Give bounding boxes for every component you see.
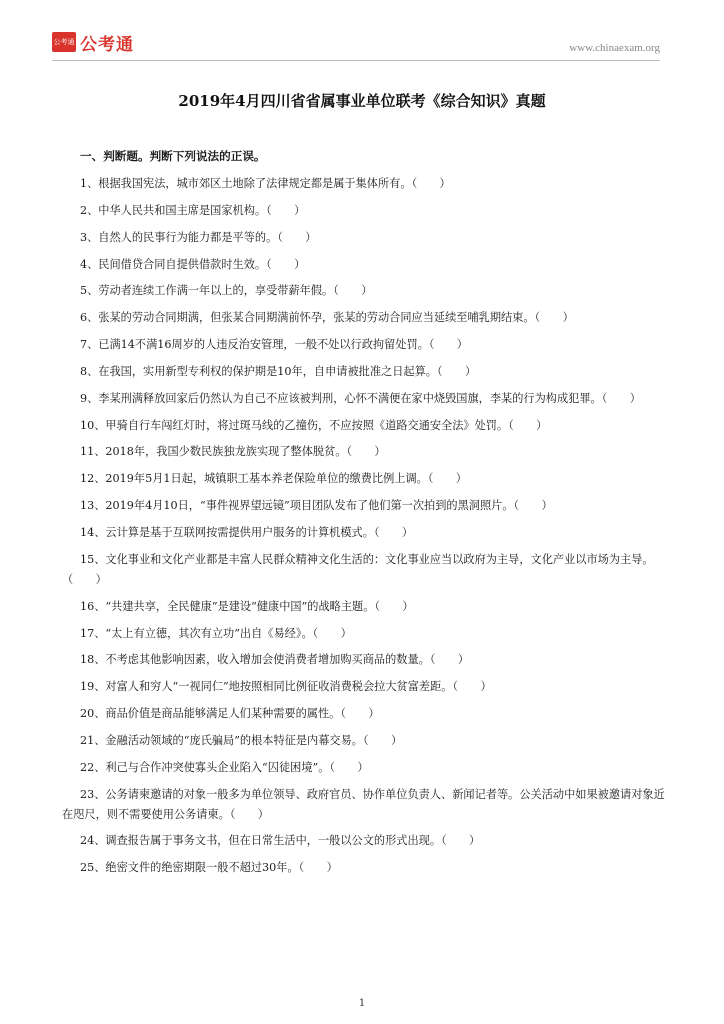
question-item: 1、根据我国宪法，城市郊区土地除了法律规定都是属于集体所有。（ ）: [80, 177, 451, 190]
page-number: 1: [358, 998, 366, 1009]
question-item: 2、中华人民共和国主席是国家机构。（ ）: [80, 203, 306, 217]
question-item: 23、公务请柬邀请的对象一般多为单位领导、政府官员、协作单位负责人、新闻记者等。公关活动中如果被邀请对象近在咫尺，则不需要使用公务请柬。（ ）: [62, 787, 665, 821]
question-item: 11、2018年，我国少数民族独龙族实现了整体脱贫。（ ）: [80, 445, 386, 459]
question-item: 24、调查报告属于事务文书，但在日常生活中，一般以公文的形式出现。（ ）: [80, 834, 481, 848]
question-item: 16、“共建共享，全民健康”是建设“健康中国”的战略主题。（ ）: [80, 599, 414, 613]
question-item: 20、商品价值是商品能够满足人们某种需要的属性。（ ）: [80, 707, 380, 721]
question-item: 14、云计算是基于互联网按需提供用户服务的计算机模式。（ ）: [80, 525, 414, 539]
question-item: 25、绝密文件的绝密期限一般不超过30年。（ ）: [80, 861, 338, 875]
question-item: 19、对富人和穷人“一视同仁”地按照相同比例征收消费税会拉大贫富差距。（ ）: [80, 680, 492, 694]
question-item: 12、2019年5月1日起，城镇职工基本养老保险单位的缴费比例上调。（ ）: [80, 472, 467, 486]
question-item: 6、张某的劳动合同期满，但张某合同期满前怀孕，张某的劳动合同应当延续至哺乳期结束。（ ）: [80, 311, 574, 325]
question-item: 7、已满14不满16周岁的人违反治安管理，一般不处以行政拘留处罚。（ ）: [80, 338, 468, 352]
question-item: 17、“太上有立德，其次有立功”出自《易经》。（ ）: [80, 626, 352, 640]
question-item: 8、在我国，实用新型专利权的保护期是10年，自申请被批准之日起算。（ ）: [80, 364, 477, 378]
header-divider: [52, 60, 660, 61]
question-item: 15、文化事业和文化产业都是丰富人民群众精神文化生活的：文化事业应当以政府为主导，文化产业以市场为主导。（ ）: [62, 552, 654, 586]
question-item: 5、劳动者连续工作满一年以上的，享受带薪年假。（ ）: [80, 284, 373, 298]
brand-name: 公考通: [80, 35, 134, 55]
question-item: 3、自然人的民事行为能力都是平等的。（ ）: [80, 230, 317, 244]
page-header: [0, 0, 724, 64]
site-url: www.chinaexam.org: [569, 42, 660, 54]
question-item: 4、民间借贷合同自提供借款时生效。（ ）: [80, 257, 306, 271]
question-item: 13、2019年4月10日，“事件视界望远镜”项目团队发布了他们第一次拍到的黑洞照片。（ ）: [80, 499, 553, 513]
logo-icon: 公考通: [52, 32, 76, 52]
question-item: 21、金融活动领域的“庞氏骗局”的根本特征是内幕交易。（ ）: [80, 733, 403, 747]
question-item: 18、不考虑其他影响因素，收入增加会使消费者增加购买商品的数量。（ ）: [80, 653, 470, 667]
question-list: [62, 146, 670, 885]
page-title: 2019年4月四川省省属事业单位联考《综合知识》真题: [178, 92, 546, 110]
question-item: 9、李某刑满释放回家后仍然认为自己不应该被判刑，心怀不满便在家中烧毁国旗，李某的行为构成犯罪。（ ）: [80, 391, 641, 405]
question-item: 10、甲骑自行车闯红灯时，将过斑马线的乙撞伤，不应按照《道路交通安全法》处罚。（ ）: [80, 418, 548, 432]
question-item: 22、利己与合作冲突使寡头企业陷入“囚徒困境”。（ ）: [80, 760, 369, 774]
section-heading: 一、判断题。判断下列说法的正误。: [80, 149, 266, 163]
